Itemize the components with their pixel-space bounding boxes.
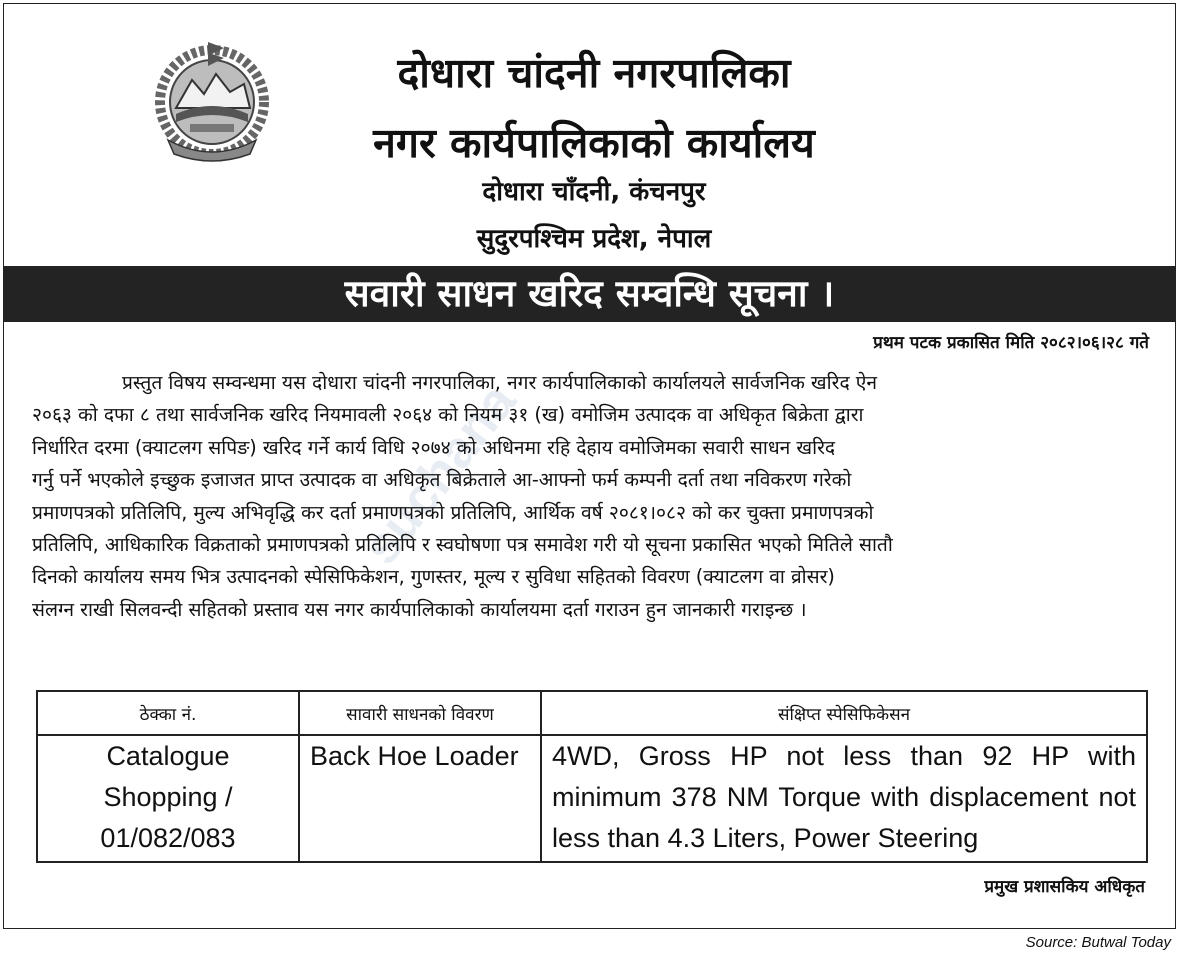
body-line: दिनको कार्यालय समय भित्र उत्पादनको स्पेसिफिकेशन, गुणस्तर, मूल्य र सुविधा सहितको विवरण (क्याटलग वा व्रोसर) — [32, 565, 835, 589]
body-line: निर्धारित दरमा (क्याटलग सपिङ) खरिद गर्ने कार्य विधि २०७४ को अधिनमा रहि देहाय वमोजिमका सवारी साधन खरिद — [32, 435, 836, 459]
body-line: प्रतिलिपि, आधिकारिक विक्रताको प्रमाणपत्रको प्रतिलिपि र स्वघोषणा पत्र समावेश गरी यो सूचना प्रकासित भएको मितिले सातौ — [32, 533, 893, 557]
contract-no-cell: Catalogue Shopping / 01/082/083 — [37, 735, 299, 862]
specification-cell: 4WD, Gross HP not less than 92 HP with minimum 378 NM Torque with displacement not less than 4.3 Liters, Power Steering — [541, 735, 1147, 862]
body-line: २०६३ को दफा ८ तथा सार्वजनिक खरिद नियमावली २०६४ को नियम ३१ (ख) वमोजिम उत्पादक वा अधिकृत बिक्रेता द्वारा — [32, 403, 864, 427]
municipality-name: दोधारा चांदनी नगरपालिका — [397, 49, 791, 97]
address-district: दोधारा चाँदनी, कंचनपुर — [482, 177, 706, 207]
source-credit: Source: Butwal Today — [1025, 934, 1171, 951]
address-province: सुदुरपश्चिम प्रदेश, नेपाल — [476, 224, 712, 254]
header-contract-no: ठेक्का नं. — [37, 691, 299, 735]
body-line: संलग्न राखी सिलवन्दी सहितको प्रस्ताव यस नगर कार्यपालिकाको कार्यालयमा दर्ता गराउन हुन जानकारी गराइन्छ । — [32, 597, 807, 621]
office-name: नगर कार्यपालिकाको कार्यालय — [373, 119, 815, 167]
vehicle-cell: Back Hoe Loader — [299, 735, 541, 862]
header-vehicle-description: सावारी साधनको विवरण — [299, 691, 541, 735]
table-header-row — [37, 691, 1147, 735]
publish-date: प्रथम पटक प्रकासित मिति २०८२।०६।२८ गते — [873, 333, 1149, 353]
body-line: प्रस्तुत विषय सम्वन्धमा यस दोधारा चांदनी नगरपालिका, नगर कार्यपालिकाको कार्यालयले सार्वजनिक खरिद ऐन — [122, 371, 877, 394]
nepal-government-emblem-icon — [146, 36, 278, 164]
signatory: प्रमुख प्रशासकिय अधिकृत — [984, 877, 1145, 897]
notice-frame — [3, 3, 1176, 929]
vehicle-spec-table — [36, 690, 1148, 863]
header-specification: संक्षिप्त स्पेसिफिकेसन — [541, 691, 1147, 735]
body-line: प्रमाणपत्रको प्रतिलिपि, मुल्य अभिवृद्धि कर दर्ता प्रमाणपत्रको प्रतिलिपि, आर्थिक वर्ष २०८१।०८२ को कर चुक्ता प्रमाणपत्रको — [32, 500, 874, 524]
table-row — [37, 735, 1147, 862]
body-line: गर्नु पर्ने भएकोले इच्छुक इजाजत प्राप्त उत्पादक वा अधिकृत बिक्रेताले आ-आफ्नो फर्म कम्पनी दर्ता तथा नविकरण गरेको — [32, 468, 852, 492]
notice-body — [32, 367, 1147, 626]
notice-title: सवारी साधन खरिद सम्वन्धि सूचना । — [4, 266, 1175, 322]
watermark: suchana — [351, 373, 528, 575]
